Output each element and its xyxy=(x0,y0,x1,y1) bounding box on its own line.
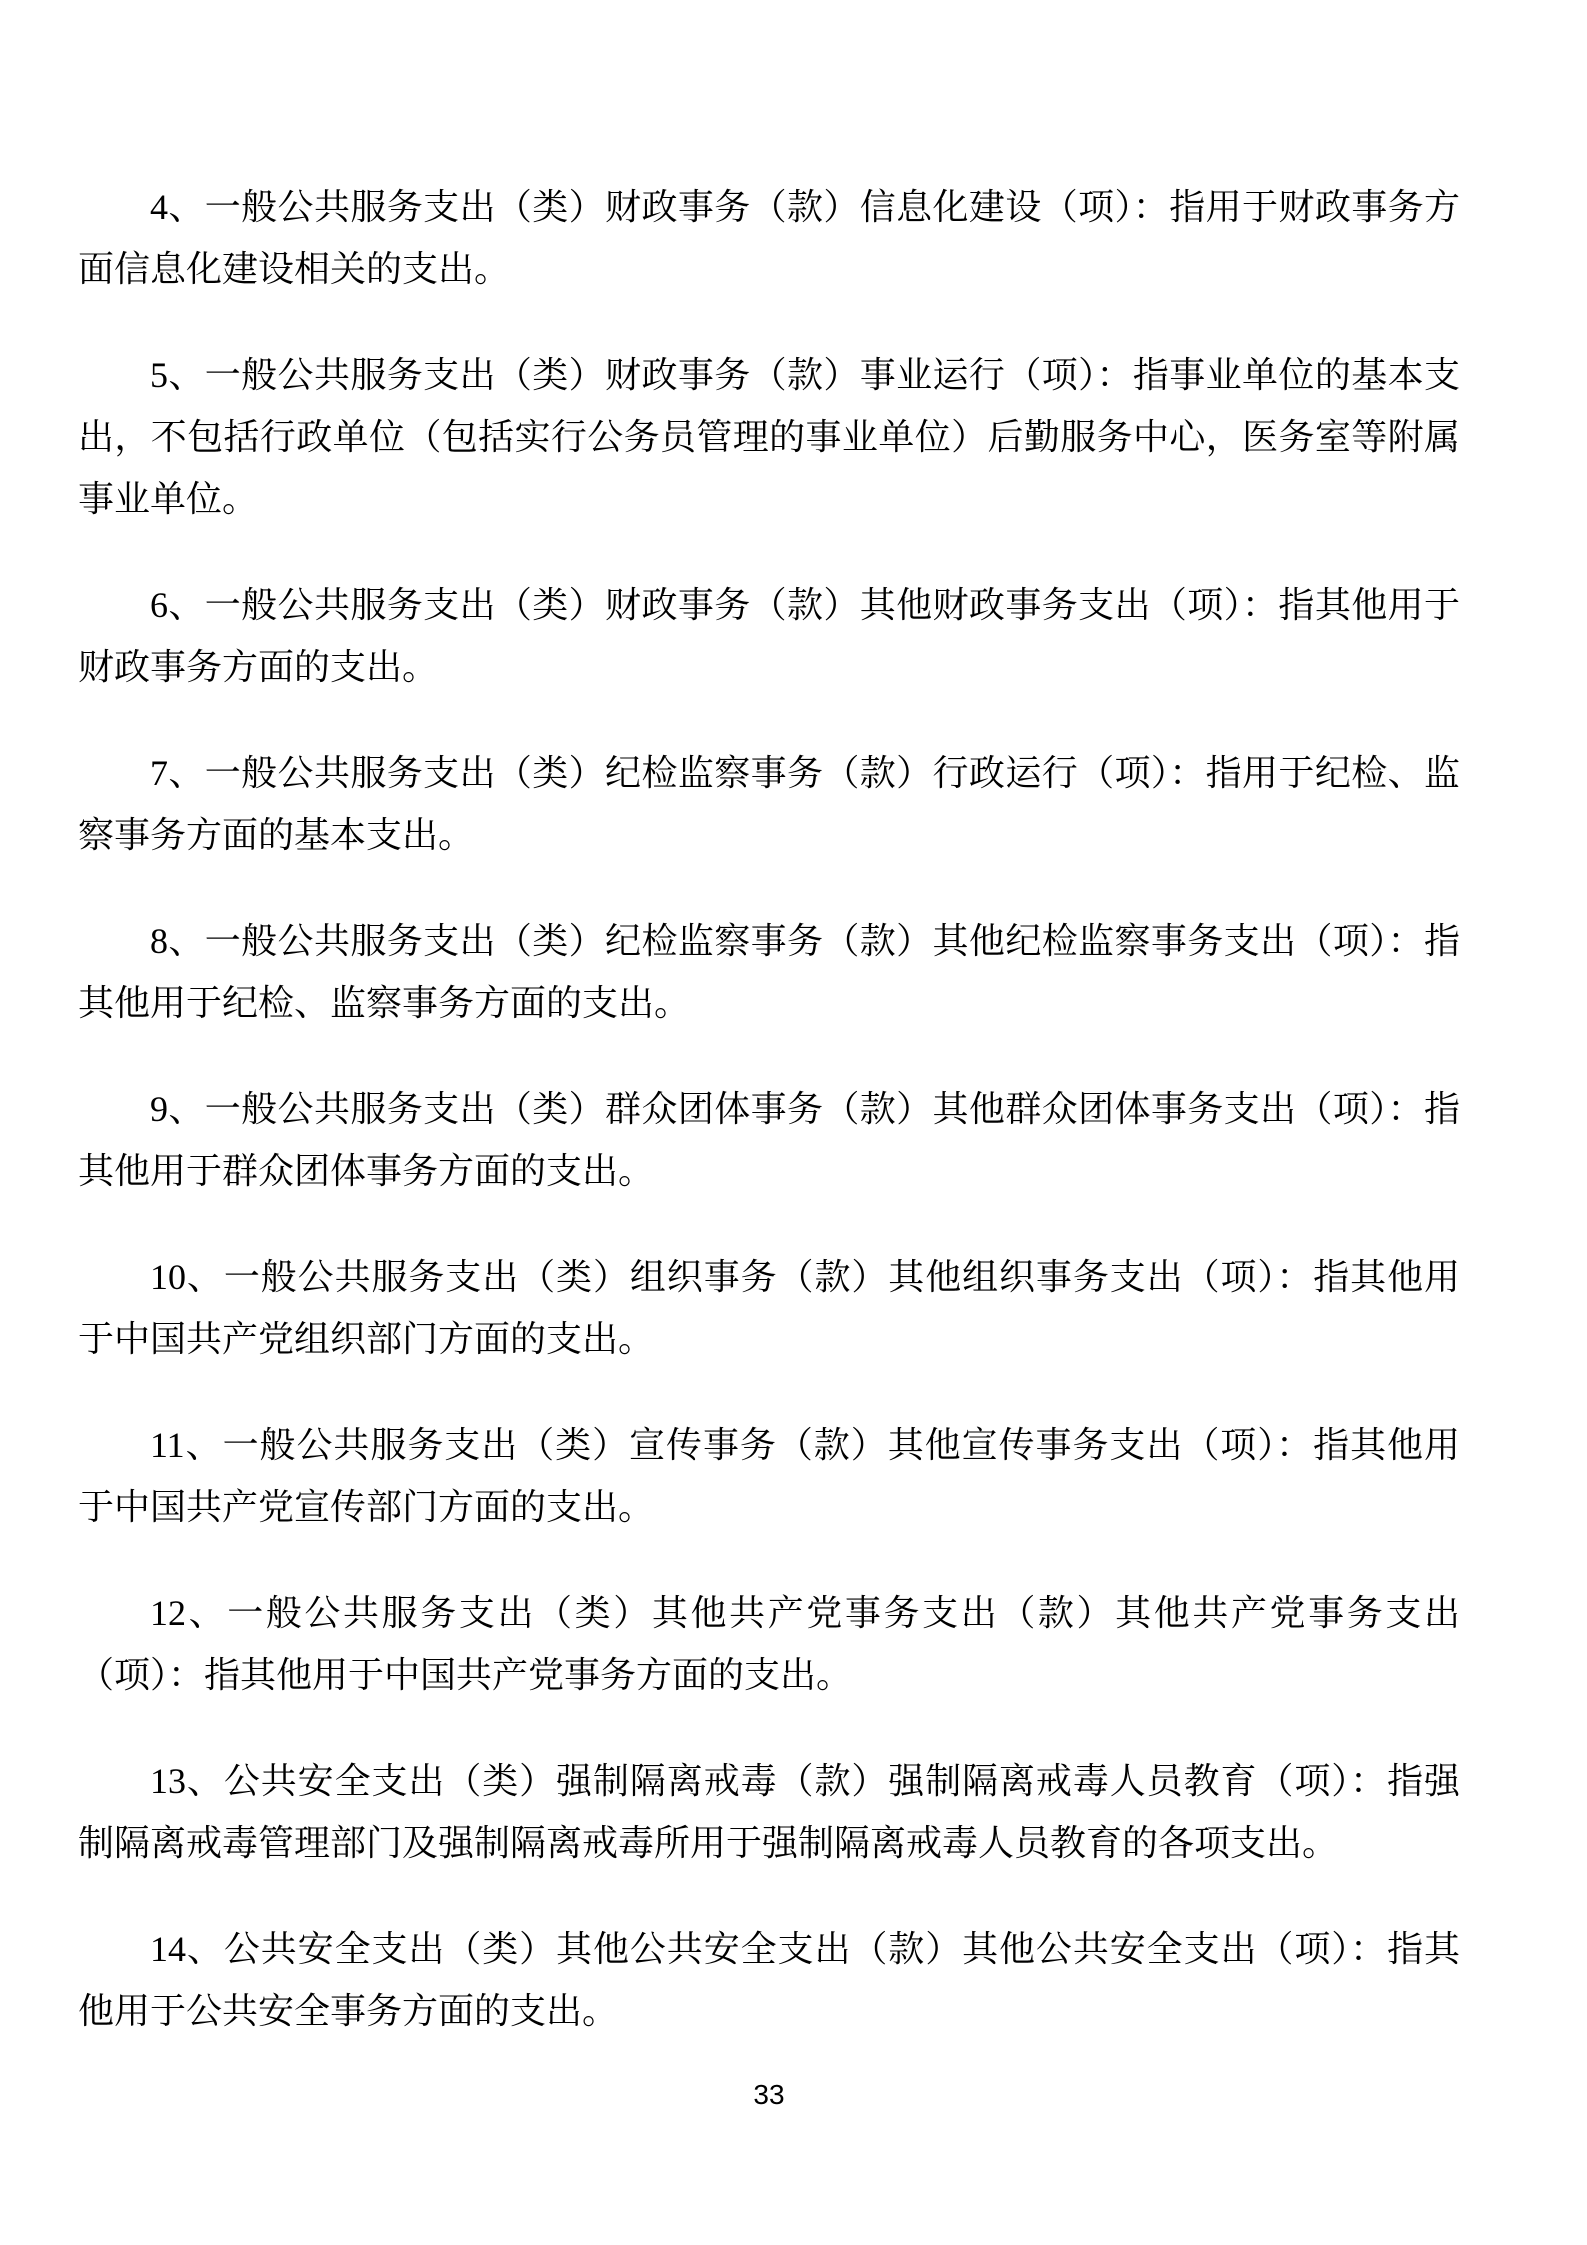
budget-item-paragraph: 11、一般公共服务支出（类）宣传事务（款）其他宣传事务支出（项）：指其他用于中国共产党宣传部门方面的支出。 xyxy=(78,1425,1460,1527)
budget-item-paragraph: 12、一般公共服务支出（类）其他共产党事务支出（款）其他共产党事务支出（项）：指其他用于中国共产党事务方面的支出。 xyxy=(78,1593,1460,1695)
budget-item-paragraph: 14、公共安全支出（类）其他公共安全支出（款）其他公共安全支出（项）：指其他用于公共安全事务方面的支出。 xyxy=(78,1929,1460,2031)
document-body xyxy=(78,176,1460,2086)
budget-item-paragraph: 7、一般公共服务支出（类）纪检监察事务（款）行政运行（项）：指用于纪检、监察事务方面的基本支出。 xyxy=(78,753,1460,855)
budget-item-paragraph: 6、一般公共服务支出（类）财政事务（款）其他财政事务支出（项）：指其他用于财政事务方面的支出。 xyxy=(78,585,1460,687)
budget-item-paragraph: 5、一般公共服务支出（类）财政事务（款）事业运行（项）：指事业单位的基本支出，不包括行政单位（包括实行公务员管理的事业单位）后勤服务中心，医务室等附属事业单位。 xyxy=(78,355,1460,519)
budget-item-paragraph: 8、一般公共服务支出（类）纪检监察事务（款）其他纪检监察事务支出（项）：指其他用于纪检、监察事务方面的支出。 xyxy=(78,921,1460,1023)
budget-item-paragraph: 9、一般公共服务支出（类）群众团体事务（款）其他群众团体事务支出（项）：指其他用于群众团体事务方面的支出。 xyxy=(78,1089,1460,1191)
budget-item-paragraph: 13、公共安全支出（类）强制隔离戒毒（款）强制隔离戒毒人员教育（项）：指强制隔离戒毒管理部门及强制隔离戒毒所用于强制隔离戒毒人员教育的各项支出。 xyxy=(78,1761,1460,1863)
page-number: 33 xyxy=(753,2079,785,2110)
budget-item-paragraph: 4、一般公共服务支出（类）财政事务（款）信息化建设（项）：指用于财政事务方面信息化建设相关的支出。 xyxy=(78,187,1460,289)
budget-item-paragraph: 10、一般公共服务支出（类）组织事务（款）其他组织事务支出（项）：指其他用于中国共产党组织部门方面的支出。 xyxy=(78,1257,1460,1359)
page-footer xyxy=(78,2078,1460,2112)
